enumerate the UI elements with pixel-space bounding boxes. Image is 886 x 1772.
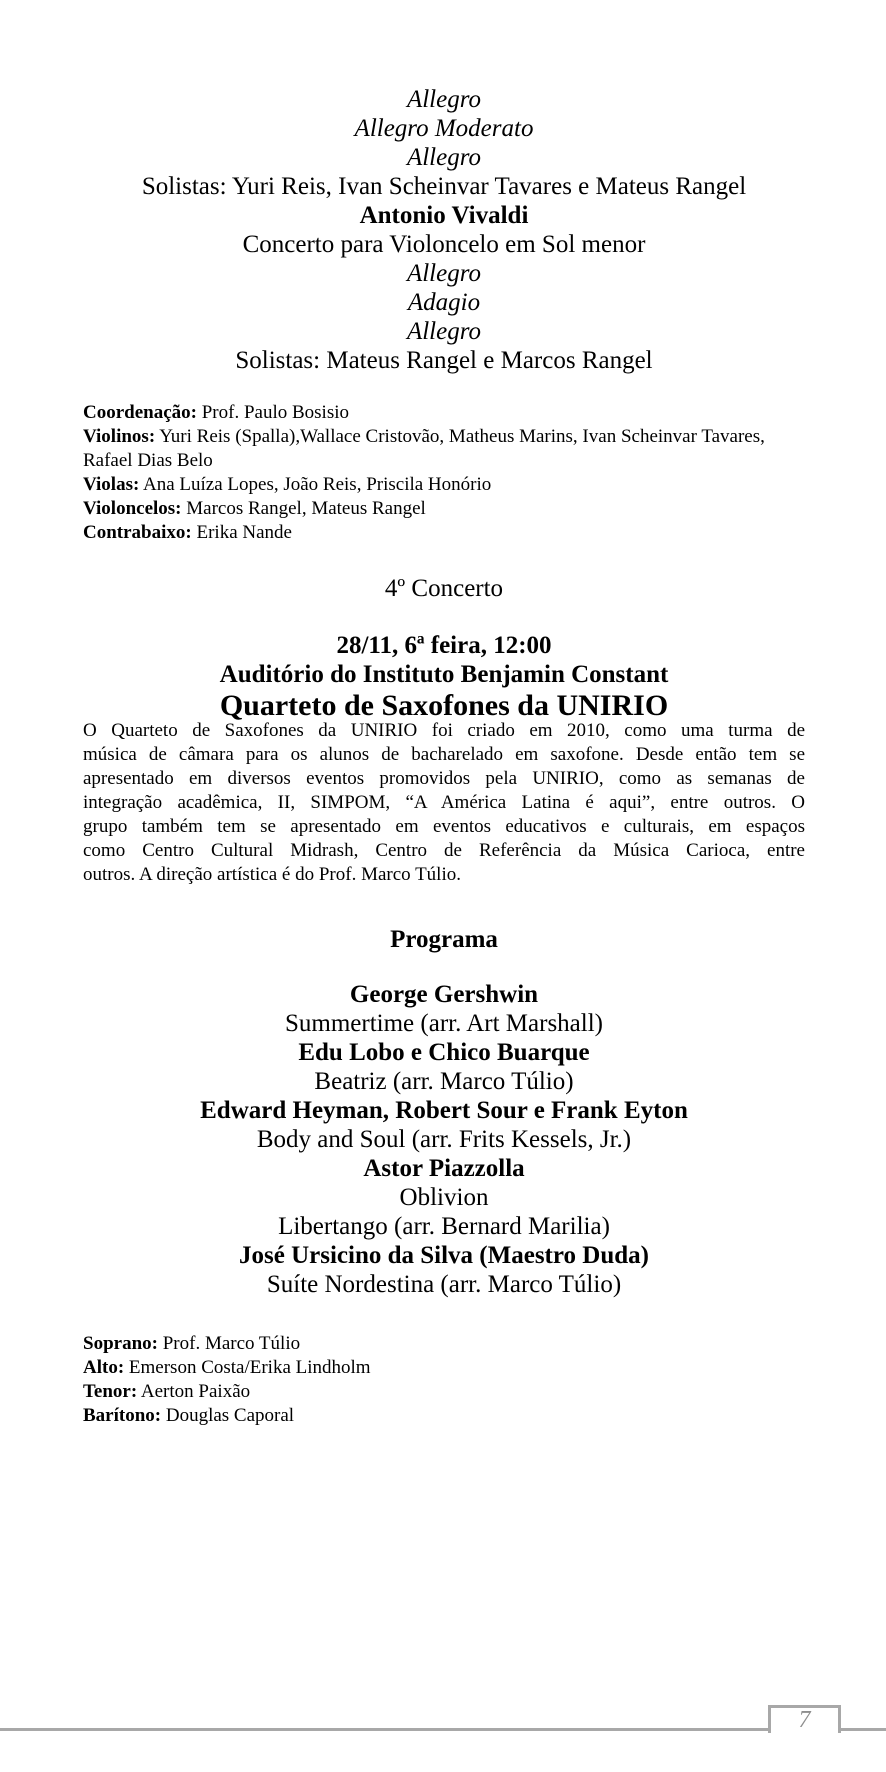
program-piece: Oblivion	[399, 1184, 489, 1211]
description-line: integração acadêmica, II, SIMPOM, “A América Latina é aqui”, entre outros. O	[83, 792, 805, 813]
concert-datetime: 28/11, 6ª feira, 12:00	[336, 632, 552, 659]
description-line: grupo também tem se apresentado em eventos educativos e culturais, em espaços	[83, 816, 805, 837]
movement-line: Allegro	[406, 86, 482, 113]
credit-value: Ana Luíza Lopes, João Reis, Priscila Honório	[143, 474, 492, 495]
movement-line: Adagio	[407, 289, 481, 316]
concert-number-text: 4º Concerto	[384, 575, 504, 602]
description-line: música de câmara para os alunos de bacharelado em saxofone. Desde então tem se	[83, 744, 805, 765]
credit-line	[83, 497, 805, 521]
program-piece: Summertime (arr. Art Marshall)	[285, 1010, 603, 1037]
credit-value: Aerton Paixão	[140, 1381, 251, 1402]
credit-line	[83, 521, 805, 545]
description-line: O Quarteto de Saxofones da UNIRIO foi criado em 2010, como uma turma de	[83, 720, 805, 741]
program-list	[83, 980, 805, 1299]
program-composer: Edu Lobo e Chico Buarque	[298, 1039, 590, 1066]
concert-venue: Auditório do Instituto Benjamin Constant	[219, 661, 669, 688]
credit-line	[83, 473, 805, 497]
program-heading	[83, 925, 805, 954]
concert-header	[83, 631, 805, 723]
credit-label: Tenor:	[83, 1381, 138, 1402]
concert-number	[83, 574, 805, 603]
credit-label: Violas:	[83, 474, 140, 495]
movement-line: Allegro Moderato	[354, 115, 534, 142]
program-composer: Edward Heyman, Robert Sour e Frank Eyton	[200, 1097, 688, 1124]
credit-value: Emerson Costa/Erika Lindholm	[128, 1357, 371, 1378]
ensemble-description	[83, 719, 805, 887]
program-composer: Astor Piazzolla	[363, 1155, 525, 1182]
credit-line	[83, 1404, 805, 1428]
footer-rule	[0, 1728, 886, 1731]
movement-line: Allegro	[406, 144, 482, 171]
credit-line	[83, 1380, 805, 1404]
soloists-line: Solistas: Yuri Reis, Ivan Scheinvar Tavares e Mateus Rangel	[141, 173, 747, 200]
credit-value: Yuri Reis (Spalla),Wallace Cristovão, Matheus Marins, Ivan Scheinvar Tavares, Rafael Dias Belo	[83, 426, 765, 471]
credit-value: Marcos Rangel, Mateus Rangel	[186, 498, 426, 519]
description-line: apresentado em diversos eventos promovidos pela UNIRIO, como as semanas de	[83, 768, 805, 789]
program-composer: José Ursicino da Silva (Maestro Duda)	[239, 1242, 649, 1269]
credit-value: Prof. Marco Túlio	[162, 1333, 301, 1354]
work-title: Concerto para Violoncelo em Sol menor	[242, 231, 646, 258]
vivaldi-section	[83, 85, 805, 375]
page-number-box	[768, 1705, 841, 1733]
description-line: outros. A direção artística é do Prof. Marco Túlio.	[83, 864, 461, 885]
credit-value: Erika Nande	[196, 522, 292, 543]
composer-name: Antonio Vivaldi	[359, 202, 529, 229]
program-piece: Body and Soul (arr. Frits Kessels, Jr.)	[256, 1126, 632, 1153]
credit-label: Barítono:	[83, 1405, 162, 1426]
credit-line	[83, 401, 805, 425]
program-piece: Suíte Nordestina (arr. Marco Túlio)	[266, 1271, 622, 1298]
page-number: 7	[798, 1707, 811, 1733]
credit-label: Coordenação:	[83, 402, 197, 423]
program-composer: George Gershwin	[349, 981, 539, 1008]
program-piece: Libertango (arr. Bernard Marilia)	[278, 1213, 610, 1240]
credit-value: Prof. Paulo Bosisio	[201, 402, 350, 423]
credit-label: Violinos:	[83, 426, 156, 447]
program-heading-text: Programa	[390, 926, 498, 953]
orchestra-credits	[83, 401, 805, 545]
quartet-credits	[83, 1332, 805, 1428]
credit-label: Violoncelos:	[83, 498, 182, 519]
ensemble-name: Quarteto de Saxofones da UNIRIO	[219, 689, 669, 722]
credit-value: Douglas Caporal	[165, 1405, 295, 1426]
soloists-line: Solistas: Mateus Rangel e Marcos Rangel	[235, 347, 653, 374]
description-line: como Centro Cultural Midrash, Centro de Referência da Música Carioca, entre	[83, 840, 805, 861]
program-piece: Beatriz (arr. Marco Túlio)	[314, 1068, 574, 1095]
credit-line	[83, 425, 805, 473]
credit-label: Contrabaixo:	[83, 522, 192, 543]
credit-label: Alto:	[83, 1357, 125, 1378]
movement-line: Allegro	[406, 318, 482, 345]
credit-label: Soprano:	[83, 1333, 158, 1354]
credit-line	[83, 1356, 805, 1380]
movement-line: Allegro	[406, 260, 482, 287]
credit-line	[83, 1332, 805, 1356]
